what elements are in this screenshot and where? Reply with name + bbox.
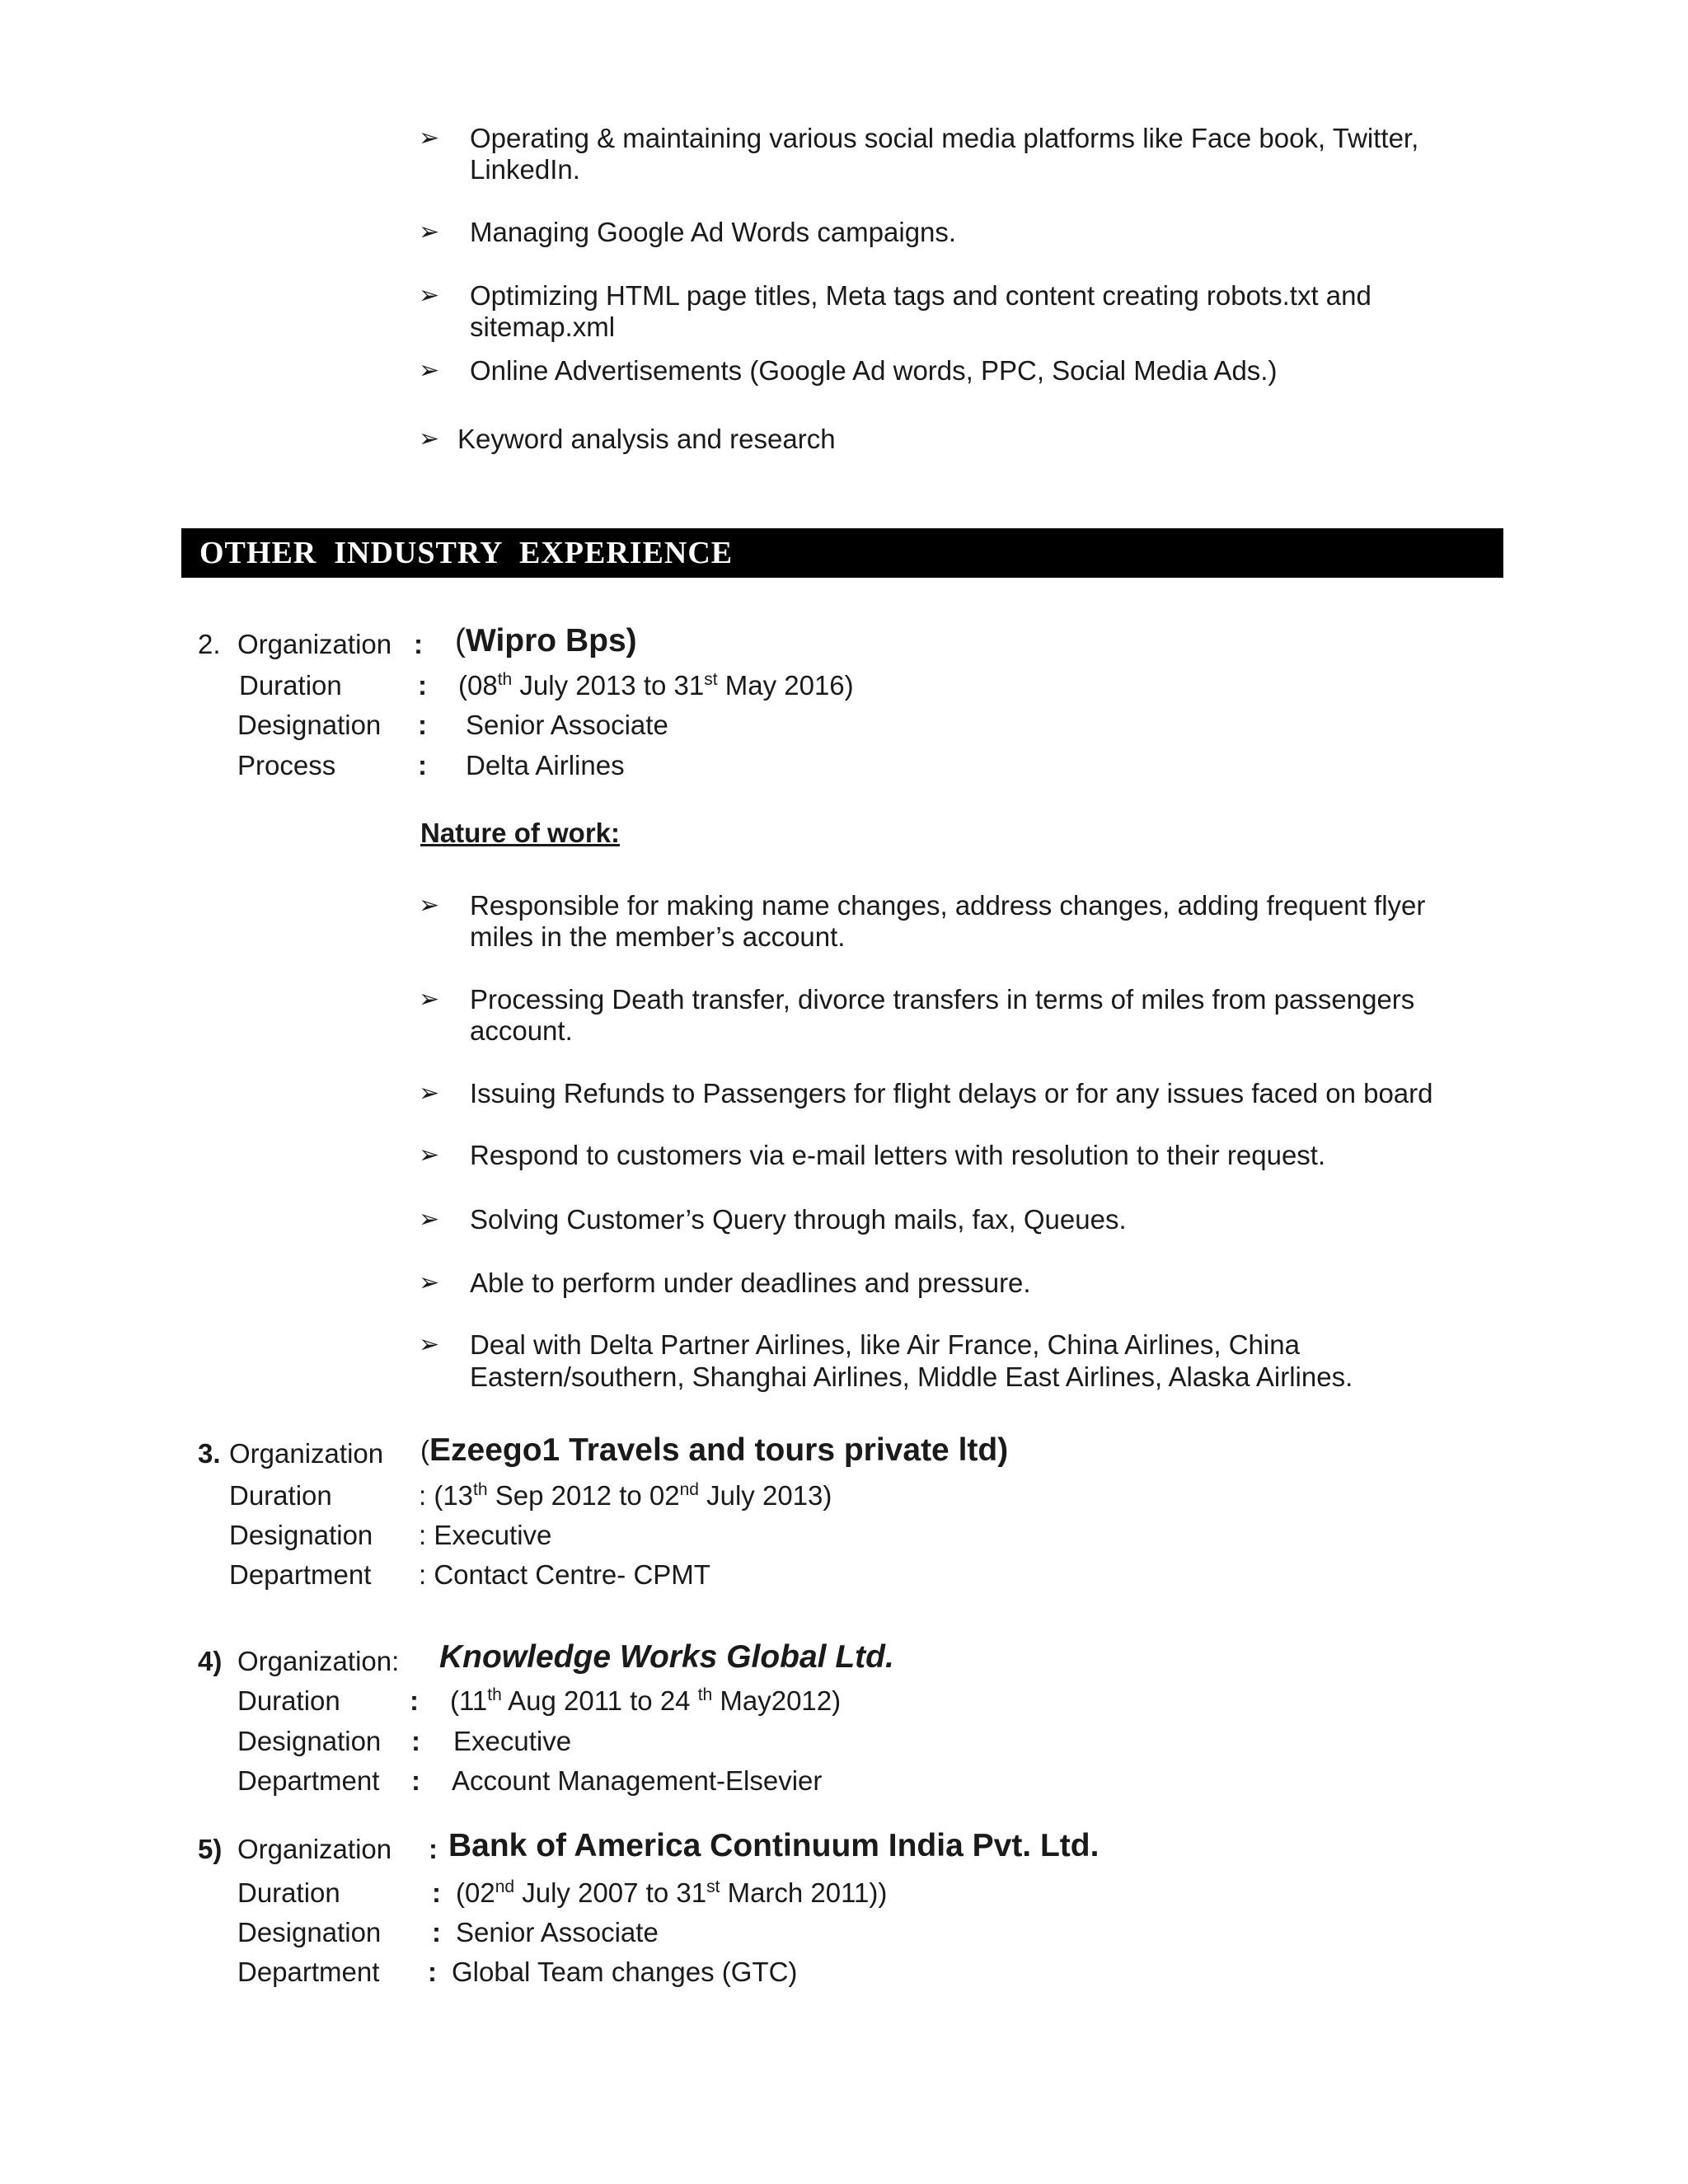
- bullet-arrow-icon: ➢: [419, 282, 440, 309]
- list-item-continuation: account.: [470, 1015, 573, 1046]
- list-item: Keyword analysis and research: [457, 424, 836, 454]
- duration-value: (08th July 2013 to 31st May 2016): [458, 670, 854, 701]
- list-item: Optimizing HTML page titles, Meta tags and content creating robots.txt and: [470, 280, 1372, 311]
- designation-value: Senior Associate: [466, 710, 668, 740]
- org-number: 5): [198, 1834, 223, 1864]
- duration-colon: :: [410, 1685, 419, 1716]
- org-label: Organization: [229, 1438, 384, 1469]
- duration-value: (02nd July 2007 to 31st March 2011)): [456, 1877, 888, 1908]
- org-name: Wipro Bps): [466, 623, 637, 658]
- list-item: Issuing Refunds to Passengers for flight delays or for any issues faced on board: [470, 1078, 1433, 1108]
- duration-colon: :: [418, 670, 427, 701]
- org-name-paren: (: [420, 1435, 429, 1465]
- bullet-arrow-icon: ➢: [419, 218, 440, 246]
- process-label: Process: [237, 750, 336, 780]
- department-label: Department: [237, 1957, 380, 1987]
- list-item: Processing Death transfer, divorce transfers in terms of miles from passengers: [470, 984, 1415, 1015]
- org-label: Organization:: [237, 1646, 400, 1676]
- org-name-paren: (: [455, 623, 466, 658]
- duration-colon: :: [432, 1877, 441, 1908]
- list-item: Operating & maintaining various social media platforms like Face book, Twitter,: [470, 123, 1419, 153]
- designation-label: Designation: [229, 1520, 373, 1550]
- designation-colon: :: [432, 1917, 441, 1947]
- designation-value: : Executive: [419, 1520, 552, 1550]
- org-name: Ezeego1 Travels and tours private ltd): [429, 1432, 1009, 1468]
- bullet-arrow-icon: ➢: [419, 425, 440, 452]
- list-item: Solving Customer’s Query through mails, fax, Queues.: [470, 1204, 1127, 1235]
- process-value: Delta Airlines: [466, 750, 625, 780]
- department-value: : Contact Centre- CPMT: [419, 1559, 710, 1590]
- duration-label: Duration: [229, 1480, 332, 1511]
- bullet-arrow-icon: ➢: [419, 1269, 440, 1296]
- list-item-continuation: Eastern/southern, Shanghai Airlines, Middle East Airlines, Alaska Airlines.: [470, 1361, 1353, 1392]
- bullet-arrow-icon: ➢: [419, 1206, 440, 1233]
- bullet-arrow-icon: ➢: [419, 1331, 440, 1358]
- org-name: Bank of America Continuum India Pvt. Ltd.: [448, 1828, 1100, 1863]
- org-label: Organization: [237, 629, 392, 659]
- list-item: Deal with Delta Partner Airlines, like Air France, China Airlines, China: [470, 1329, 1300, 1360]
- designation-label: Designation: [237, 710, 382, 740]
- nature-of-work-heading: Nature of work:: [420, 818, 621, 848]
- designation-colon: :: [411, 1726, 420, 1756]
- bullet-arrow-icon: ➢: [419, 124, 440, 152]
- designation-label: Designation: [237, 1726, 382, 1756]
- department-value: Global Team changes (GTC): [452, 1957, 798, 1987]
- duration-label: Duration: [237, 1685, 340, 1716]
- org-label: Organization: [237, 1834, 392, 1864]
- department-label: Department: [237, 1765, 380, 1796]
- designation-label: Designation: [237, 1917, 382, 1947]
- list-item: Respond to customers via e-mail letters with resolution to their request.: [470, 1140, 1326, 1170]
- duration-value: : (13th Sep 2012 to 02nd July 2013): [419, 1480, 832, 1511]
- bullet-arrow-icon: ➢: [419, 892, 440, 919]
- duration-label: Duration: [239, 670, 342, 701]
- department-label: Department: [229, 1559, 372, 1590]
- bullet-arrow-icon: ➢: [419, 357, 440, 384]
- bullet-arrow-icon: ➢: [419, 1080, 440, 1107]
- designation-value: Executive: [453, 1726, 572, 1756]
- list-item: Able to perform under deadlines and pressure.: [470, 1268, 1031, 1298]
- org-colon: :: [414, 629, 423, 659]
- department-colon: :: [411, 1765, 420, 1796]
- designation-value: Senior Associate: [456, 1917, 659, 1947]
- section-title: OTHER INDUSTRY EXPERIENCE: [199, 536, 734, 570]
- list-item-continuation: sitemap.xml: [470, 312, 616, 342]
- department-colon: :: [428, 1957, 437, 1987]
- section-header-bar: [181, 528, 1503, 578]
- duration-label: Duration: [237, 1877, 340, 1908]
- duration-value: (11th Aug 2011 to 24 $^{th}$ May2012): [450, 1685, 842, 1716]
- org-number: 3.: [198, 1438, 221, 1469]
- bullet-arrow-icon: ➢: [419, 986, 440, 1013]
- org-colon: :: [429, 1834, 438, 1864]
- org-name: Knowledge Works Global Ltd.: [439, 1639, 894, 1675]
- designation-colon: :: [418, 710, 427, 740]
- list-item: Online Advertisements (Google Ad words, PPC, Social Media Ads.): [470, 355, 1278, 386]
- department-value: Account Management-Elsevier: [452, 1765, 823, 1796]
- org-number: 2.: [198, 629, 221, 659]
- process-colon: :: [418, 750, 427, 780]
- list-item: Responsible for making name changes, address changes, adding frequent flyer: [470, 890, 1426, 921]
- bullet-arrow-icon: ➢: [419, 1141, 440, 1169]
- list-item: Managing Google Ad Words campaigns.: [470, 217, 957, 247]
- list-item-continuation: miles in the member’s account.: [470, 921, 846, 952]
- list-item-continuation: LinkedIn.: [470, 154, 580, 185]
- org-number: 4): [198, 1646, 223, 1676]
